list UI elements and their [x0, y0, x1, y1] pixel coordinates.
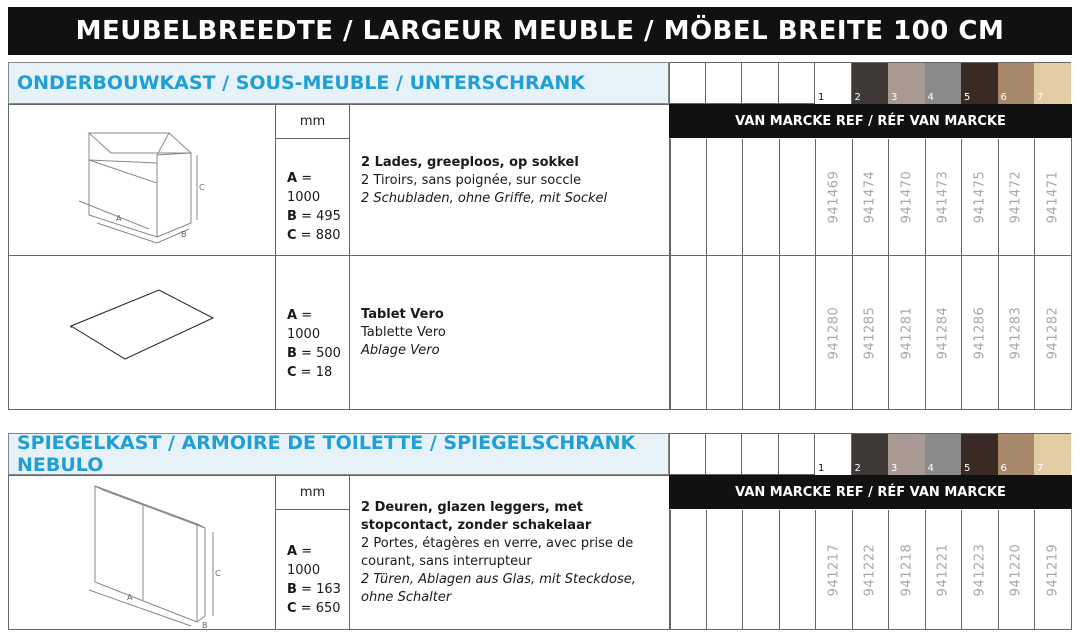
dim-c: 18 — [315, 365, 333, 380]
ref-number: 941219 — [1045, 543, 1061, 596]
description-nl: 2 Lades, greeploos, op sokkel — [361, 155, 579, 170]
empty-column — [780, 139, 817, 255]
empty-column — [669, 433, 706, 475]
mirror-cabinet-drawing — [9, 476, 276, 630]
swatch-number: 6 — [1000, 92, 1007, 103]
ref-number: 941280 — [826, 306, 842, 359]
ref-cell — [1035, 510, 1072, 629]
ref-cell — [1035, 139, 1072, 255]
ref-cell — [889, 139, 926, 255]
ref-cell — [999, 510, 1036, 629]
van-marcke-ref-bar: VAN MARCKE REF / RÉF VAN MARCKE — [669, 104, 1072, 138]
description-fr: 2 Tiroirs, sans poignée, sur soccle — [361, 173, 582, 188]
ref-columns — [670, 139, 1072, 255]
ref-cell — [1035, 256, 1072, 409]
ref-number: 941286 — [972, 306, 988, 359]
dim-c: 880 — [315, 228, 341, 243]
color-swatch-5 — [961, 433, 998, 475]
empty-column — [670, 139, 707, 255]
empty-column — [742, 62, 779, 104]
cabinet-drawing — [9, 105, 276, 255]
description-cell — [350, 256, 670, 409]
color-header — [669, 433, 1071, 475]
ref-cell — [853, 510, 890, 629]
section-header: SPIEGELKAST / ARMOIRE DE TOILETTE / SPIEGELSCHRANK NEBULO — [8, 433, 669, 475]
ref-number: 941282 — [1045, 306, 1061, 359]
ref-cell — [962, 139, 999, 255]
ref-cell — [816, 139, 853, 255]
mm-label: mm — [276, 476, 349, 510]
empty-column — [743, 510, 780, 629]
dimensions-cell — [276, 476, 350, 629]
empty-column — [742, 433, 779, 475]
dim-a: 1000 — [287, 190, 321, 205]
ref-cell — [926, 256, 963, 409]
color-swatch-2 — [852, 433, 889, 475]
color-swatch-1 — [815, 433, 852, 475]
description-fr: 2 Portes, étagères en verre, avec prise de courant, sans interrupteur — [361, 536, 634, 569]
empty-column — [706, 62, 743, 104]
ref-number: 941217 — [826, 543, 842, 596]
ref-cell — [853, 256, 890, 409]
description-de: Ablage Vero — [361, 343, 440, 358]
ref-cell — [962, 256, 999, 409]
svg-text:B: B — [181, 230, 187, 239]
swatch-number: 3 — [891, 463, 898, 474]
color-swatch-3 — [888, 62, 925, 104]
color-header — [669, 62, 1071, 104]
description-de: 2 Schubladen, ohne Griffe, mit Sockel — [361, 191, 608, 206]
empty-column — [780, 256, 817, 409]
dim-b: 500 — [316, 346, 341, 361]
ref-number: 941471 — [1045, 170, 1061, 224]
swatch-number: 1 — [818, 92, 825, 103]
ref-number: 941470 — [899, 170, 915, 224]
ref-columns — [670, 510, 1072, 629]
ref-cell — [962, 510, 999, 629]
swatch-number: 2 — [854, 463, 861, 474]
description — [361, 154, 607, 208]
swatch-number: 7 — [1037, 463, 1044, 474]
dimensions-cell — [276, 105, 350, 255]
empty-column — [707, 256, 744, 409]
description-cell — [350, 105, 670, 255]
svg-text:B: B — [202, 621, 208, 630]
empty-column — [743, 139, 780, 255]
ref-cell — [853, 139, 890, 255]
ref-columns — [670, 256, 1072, 409]
empty-column — [707, 510, 744, 629]
ref-cell — [816, 256, 853, 409]
description-nl: Tablet Vero — [361, 307, 444, 322]
swatch-number: 4 — [927, 463, 934, 474]
ref-number: 941220 — [1008, 543, 1024, 596]
svg-text:C: C — [215, 569, 221, 578]
description — [361, 499, 666, 607]
ref-number: 941475 — [972, 170, 988, 224]
dim-a: 1000 — [287, 327, 321, 342]
empty-column — [670, 510, 707, 629]
swatch-number: 5 — [964, 463, 971, 474]
ref-cell — [926, 139, 963, 255]
product-image-cell — [9, 256, 276, 409]
ref-number: 941222 — [862, 543, 878, 596]
mm-label: mm — [276, 105, 349, 139]
swatch-number: 3 — [891, 92, 898, 103]
van-marcke-ref-bar: VAN MARCKE REF / RÉF VAN MARCKE — [669, 475, 1072, 509]
empty-column — [780, 510, 817, 629]
ref-number: 941281 — [899, 306, 915, 359]
empty-column — [707, 139, 744, 255]
color-swatch-5 — [961, 62, 998, 104]
swatch-number: 4 — [927, 92, 934, 103]
ref-number: 941472 — [1008, 170, 1024, 224]
product-image-cell — [9, 476, 276, 629]
product-image-cell — [9, 105, 276, 255]
empty-column — [779, 433, 816, 475]
description-nl: 2 Deuren, glazen leggers, met stopcontact, zonder schakelaar — [361, 500, 592, 533]
section-spiegelkast — [8, 433, 1072, 630]
ref-number: 941469 — [826, 170, 842, 224]
description-fr: Tablette Vero — [361, 325, 446, 340]
ref-cell — [926, 510, 963, 629]
description — [361, 306, 446, 360]
dim-a: 1000 — [287, 563, 321, 578]
empty-column — [706, 433, 743, 475]
ref-number: 941218 — [899, 543, 915, 596]
section-onderbouwkast — [8, 62, 1072, 410]
ref-number: 941474 — [862, 170, 878, 224]
dimensions: A = 1000 B = 500 C = 18 — [287, 308, 341, 380]
shelf-drawing — [9, 256, 276, 406]
ref-number: 941283 — [1008, 306, 1024, 359]
color-swatch-4 — [925, 433, 962, 475]
description-cell — [350, 476, 670, 629]
color-swatch-2 — [852, 62, 889, 104]
swatch-number: 7 — [1037, 92, 1044, 103]
svg-text:A: A — [127, 593, 133, 602]
section-header: ONDERBOUWKAST / SOUS-MEUBLE / UNTERSCHRANK — [8, 62, 669, 104]
ref-cell — [889, 256, 926, 409]
color-swatch-4 — [925, 62, 962, 104]
page-title: MEUBELBREEDTE / LARGEUR MEUBLE / MÖBEL BREITE 100 CM — [8, 7, 1072, 55]
ref-number: 941473 — [935, 170, 951, 224]
dim-c: 650 — [315, 601, 341, 616]
empty-column — [779, 62, 816, 104]
dimensions: A = 1000 B = 495 C = 880 — [287, 171, 341, 243]
dim-b: 495 — [316, 209, 341, 224]
svg-text:C: C — [199, 183, 205, 192]
ref-number: 941285 — [862, 306, 878, 359]
ref-cell — [999, 256, 1036, 409]
dimensions: A = 1000 B = 163 C = 650 — [287, 544, 341, 616]
swatch-number: 5 — [964, 92, 971, 103]
ref-number: 941223 — [972, 543, 988, 596]
color-swatch-7 — [1034, 433, 1071, 475]
product-row — [8, 256, 1072, 410]
swatch-number: 1 — [818, 463, 825, 474]
color-swatch-6 — [998, 433, 1035, 475]
description-de: 2 Türen, Ablagen aus Glas, mit Steckdose, ohne Schalter — [361, 572, 636, 605]
dimensions-cell — [276, 256, 350, 409]
color-swatch-6 — [998, 62, 1035, 104]
empty-column — [670, 256, 707, 409]
color-swatch-3 — [888, 433, 925, 475]
empty-column — [669, 62, 706, 104]
svg-text:A: A — [116, 214, 122, 223]
dim-b: 163 — [316, 582, 341, 597]
ref-cell — [889, 510, 926, 629]
color-swatch-1 — [815, 62, 852, 104]
swatch-number: 6 — [1000, 463, 1007, 474]
ref-number: 941221 — [935, 543, 951, 596]
swatch-number: 2 — [854, 92, 861, 103]
ref-cell — [816, 510, 853, 629]
ref-number: 941284 — [935, 306, 951, 359]
ref-cell — [999, 139, 1036, 255]
color-swatch-7 — [1034, 62, 1071, 104]
empty-column — [743, 256, 780, 409]
